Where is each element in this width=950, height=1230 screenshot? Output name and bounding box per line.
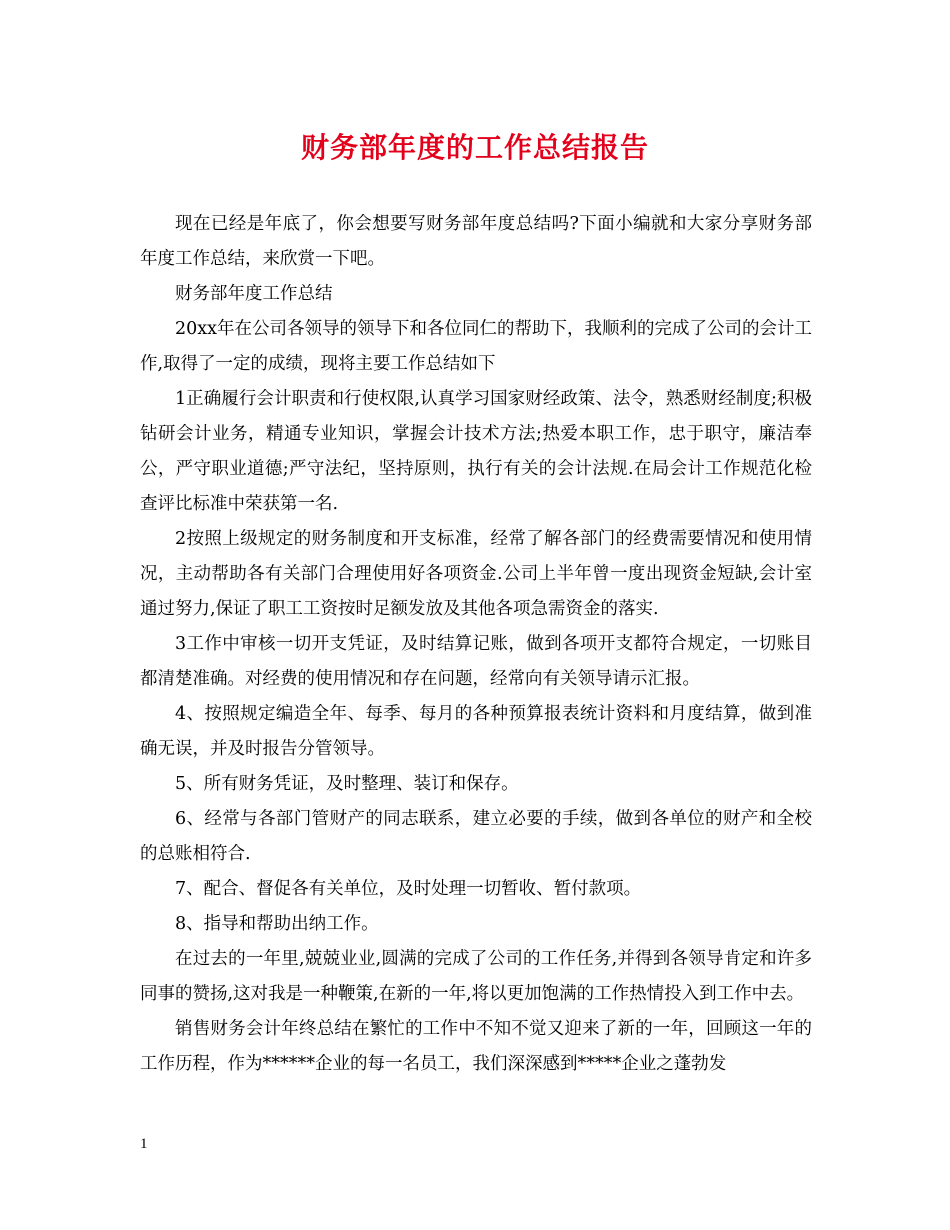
paragraph-item-1: 1正确履行会计职责和行使权限,认真学习国家财经政策、法令，熟悉财经制度;积极钻研会计业务，精通专业知识，掌握会计技术方法;热爱本职工作，忠于职守，廉洁奉公，严守职业道德;严守法纪，坚持原则，执行有关的会计法规.在局会计工作规范化检查评比标准中荣获第一名. [140,389,812,514]
paragraph-item-8: 8、指导和帮助出纳工作。 [175,914,379,934]
paragraph-item-4: 4、按照规定编造全年、每季、每月的各种预算报表统计资料和月度结算，做到准确无误，并及时报告分管领导。 [140,704,812,759]
paragraph-sales-summary: 销售财务会计年终总结在繁忙的工作中不知不觉又迎来了新的一年，回顾这一年的工作历程，作为******企业的每一名员工，我们深深感到*****企业之蓬勃发 [140,1019,812,1074]
document-title: 财务部年度的工作总结报告 [300,131,649,164]
document-body [140,207,812,1082]
paragraph-intro: 现在已经是年底了，你会想要写财务部年度总结吗?下面小编就和大家分享财务部年度工作总结，来欣赏一下吧。 [140,214,812,269]
paragraph-item-6: 6、经常与各部门管财产的同志联系，建立必要的手续，做到各单位的财产和全校的总账相符合. [140,809,812,864]
paragraph-item-2: 2按照上级规定的财务制度和开支标准，经常了解各部门的经费需要情况和使用情况，主动帮助各有关部门合理使用好各项资金.公司上半年曾一度出现资金短缺,会计室通过努力,保证了职工工资按时足额发放及其他各项急需资金的落实. [140,529,812,619]
paragraph-item-7: 7、配合、督促各有关单位，及时处理一切暂收、暂付款项。 [175,879,642,899]
paragraph-item-3: 3工作中审核一切开支凭证，及时结算记账，做到各项开支都符合规定，一切账目都清楚准确。对经费的使用情况和存在问题，经常向有关领导请示汇报。 [140,634,812,689]
paragraph-item-5: 5、所有财务凭证，及时整理、装订和保存。 [175,774,519,794]
paragraph-overview: 20xx年在公司各领导的领导下和各位同仁的帮助下，我顺利的完成了公司的会计工作,取得了一定的成绩，现将主要工作总结如下 [140,319,813,374]
page-number: 1 [140,1136,148,1152]
paragraph-conclusion: 在过去的一年里,兢兢业业,圆满的完成了公司的工作任务,并得到各领导肯定和许多同事的赞扬,这对我是一种鞭策,在新的一年,将以更加饱满的工作热情投入到工作中去。 [140,949,812,1004]
paragraph-subtitle: 财务部年度工作总结 [175,284,333,304]
